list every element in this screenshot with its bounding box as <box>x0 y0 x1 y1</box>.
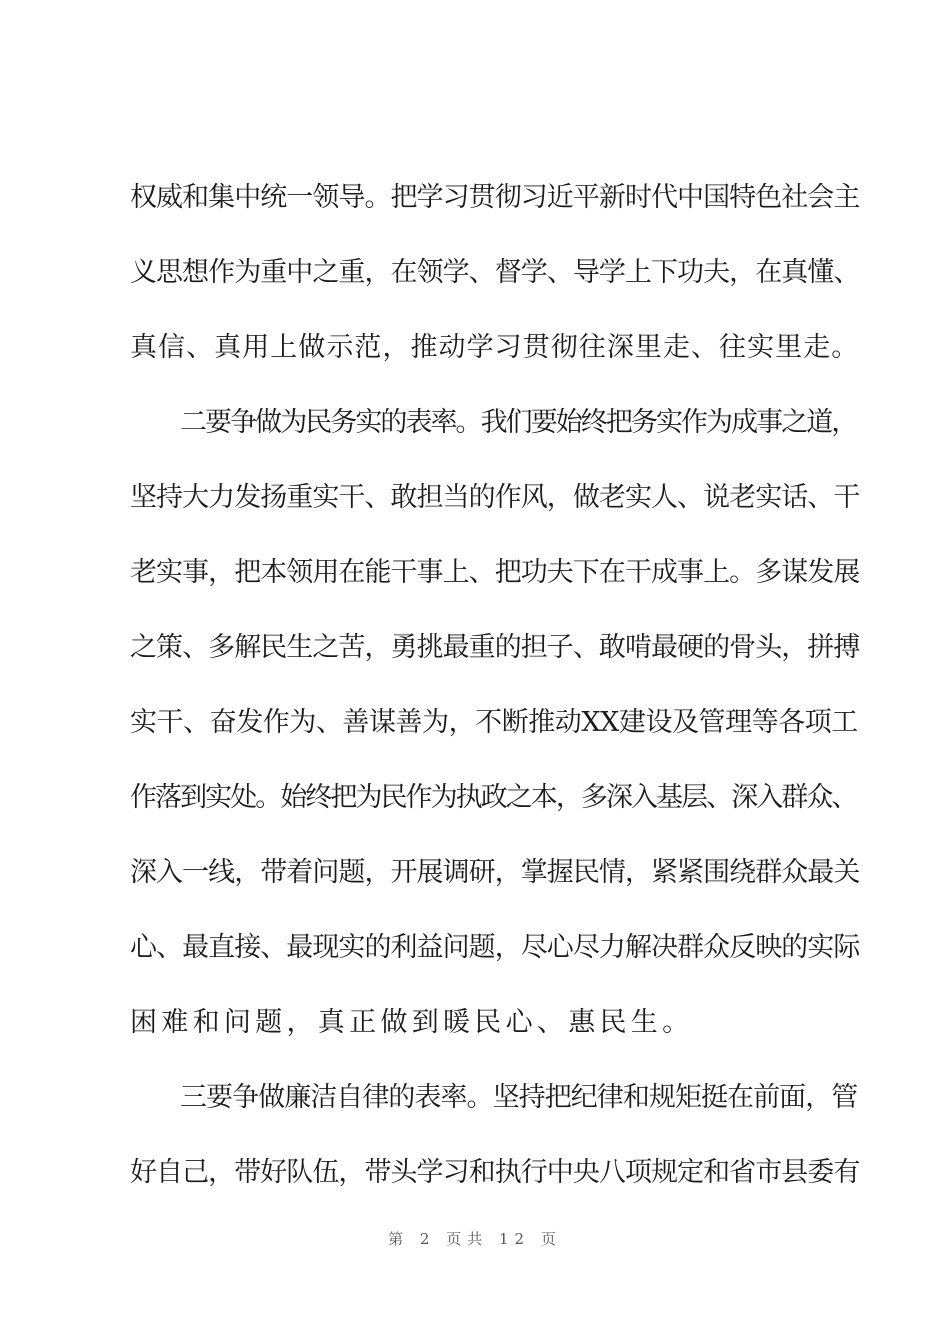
text-line: 实干、奋发作为、善谋善为，不断推动XX建设及管理等各项工 <box>130 707 858 738</box>
paragraph-first-line: 二要争做为民务实的表率。我们要始终把务实作为成事之道， <box>180 407 857 438</box>
text-line: 之策、多解民生之苦，勇挑最重的担子、敢啃最硬的骨头，拼搏 <box>130 632 860 663</box>
text-line: 深入一线，带着问题，开展调研，掌握民情，紧紧围绕群众最关 <box>130 857 860 888</box>
text-line: 好自己，带好队伍，带头学习和执行中央八项规定和省市县委有 <box>130 1157 860 1188</box>
text-line: 真信、真用上做示范，推动学习贯彻往深里走、往实里走。 <box>130 332 860 363</box>
text-line: 心、最直接、最现实的利益问题，尽心尽力解决群众反映的实际 <box>130 932 860 963</box>
text-line: 困难和问题，真正做到暖民心、惠民生。 <box>130 1007 694 1038</box>
text-line: 坚持大力发扬重实干、敢担当的作风，做老实人、说老实话、干 <box>130 482 860 513</box>
text-line: 义思想作为重中之重，在领学、督学、导学上下功夫，在真懂、 <box>130 257 860 288</box>
page-number-footer: 第 2 页共 12 页 <box>388 1230 562 1248</box>
paragraph-first-line: 三要争做廉洁自律的表率。坚持把纪律和规矩挺在前面，管 <box>180 1082 858 1113</box>
text-line: 作落到实处。始终把为民作为执政之本，多深入基层、深入群众、 <box>130 782 857 813</box>
text-line: 权威和集中统一领导。把学习贯彻习近平新时代中国特色社会主 <box>130 182 860 213</box>
text-line: 老实事，把本领用在能干事上、把功夫下在干成事上。多谋发展 <box>130 557 860 588</box>
